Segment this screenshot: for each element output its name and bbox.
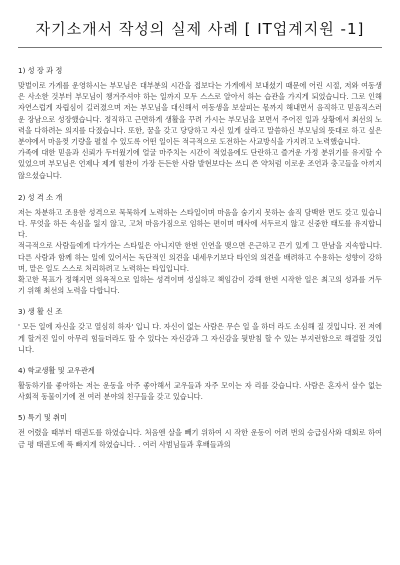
section-paragraph: ' 모든 일에 자신을 갖고 열심히 하자' 입니 다. 자신이 없는 사람은 무슨 일 을 하더 라도 소심해 질 것입니다. 전 저에게 할겨진 일이 아무리 힘들더라도 할 수 있다는 자신감과 그 자신감을 뒷받침 할 수 있는 부지런함으로 해결할 것입니다.	[18, 322, 382, 354]
section-heading: 5) 특기 및 취미	[18, 413, 67, 423]
section-paragraph: 전 어렸을 때부터 태권도를 하였습니다. 처음엔 살을 빼기 위하여 시 작한 운동이 어려 번의 승급심사와 대회로 하여금 평 태권도에 푹 빠지게 하였습니다. . 여러 사범님들과 후배들과의	[18, 428, 382, 449]
section-heading: 2) 성 격 소 개	[18, 192, 63, 202]
section-heading: 4) 학교생활 및 교우관계	[18, 366, 95, 376]
section-hobbies	[18, 412, 382, 449]
section-personality	[18, 192, 382, 297]
section-paragraph: 저는 차분하고 조용한 성격으로 묵묵하게 노력하는 스타일이며 마음을 숨기지 못하는 솔직 담백한 면도 갖고 있습니다. 무엇을 하든 속심을 잃지 않고, 고쳐 마음가짐으로 임하는 편이며 매사에 서두르지 않고 신중한 태도를 유지합니다.	[18, 207, 382, 240]
section-paragraph: 확고한 목표가 정해지면 의욕적으로 일하는 성격이며 성실하고 책임감이 강해 한번 시작한 일은 최고의 성과를 거두기 위해 최선의 노력을 다합니다.	[18, 275, 382, 296]
section-paragraph: 활동하기를 좋아하는 저는 운동을 아주 좋아해서 교우들과 자주 모이는 자 리를 갖습니다. 사람은 혼자서 살수 없는 사회적 동물이기에 전 여러 분야의 친구들을 갖고 있습니다.	[18, 381, 382, 402]
document-title: 자기소개서 작성의 실제 사례 [ IT업계지원 -1]	[35, 20, 365, 38]
section-school-life	[18, 365, 382, 402]
section-heading: 1) 성 장 과 정	[18, 66, 63, 75]
section-paragraph: 맞벌이로 가게를 운영하시는 부모님은 대부분의 시간을 접보다는 가게에서 보내셨기 때문에 어린 시절, 저와 여동생은 사소한 것부터 부모님이 챙겨주셔야 하는 일까지 모두 스스로 알아서 하는 습관을 가지게 되었습니다. 그로 인해 자연스럽게 자립심이 길러졌으며 저는 부모님을 대신해서 여동생을 보살피는 몫까지 해내면서 음직하고 믿음직스러운 장남으로 성장했습니다. 정직하고 근면하게 생활을 꾸려 가시는 부모님을 보면서 주어진 일과 상황에서 최선의 노력을 다하려는 의지를 다졌습니다. 또한, 꿈을 갖고 당당하고 자신 있게 살라고 말씀하신 부모님의 뜻대로 하고 싶은 분야에서 마음껏 기량을 펼칠 수 있도록 어떤 일이든 적극적으로 도전하는 사교방식을 가지려고 노력했습니다.	[18, 81, 382, 147]
title-divider	[18, 47, 382, 48]
section-paragraph: 적극적으로 사람들에게 다가가는 스타일은 아니지만 한번 인연을 맺으면 은근하고 끈기 있게 그 만남을 지속합니다. 다른 사람과 함께 하는 일에 있어서는 독단적인 의견을 내세우기보다 타인의 의견을 배려하고 수용하는 성향이 강하며, 맡은 일도 스스로 처리하려고 노력하는 타입입니다.	[18, 241, 382, 273]
section-paragraph: 가족에 대한 믿음과 신뢰가 두터웠기에 얼굴 마주치는 시간이 적었음에도 단란하고 즐거운 가정 분위기를 유지할 수 있었으며 부모님은 언제나 제게 힘찬이 가장 든든한 사람 발현보다는 쓰디 쓴 약처럼 이로운 조언과 충고들을 아끼지 않으셨습니다.	[18, 148, 382, 180]
section-heading: 3) 생 활 신 조	[18, 307, 63, 317]
section-growth	[18, 65, 382, 181]
section-motto	[18, 306, 382, 355]
